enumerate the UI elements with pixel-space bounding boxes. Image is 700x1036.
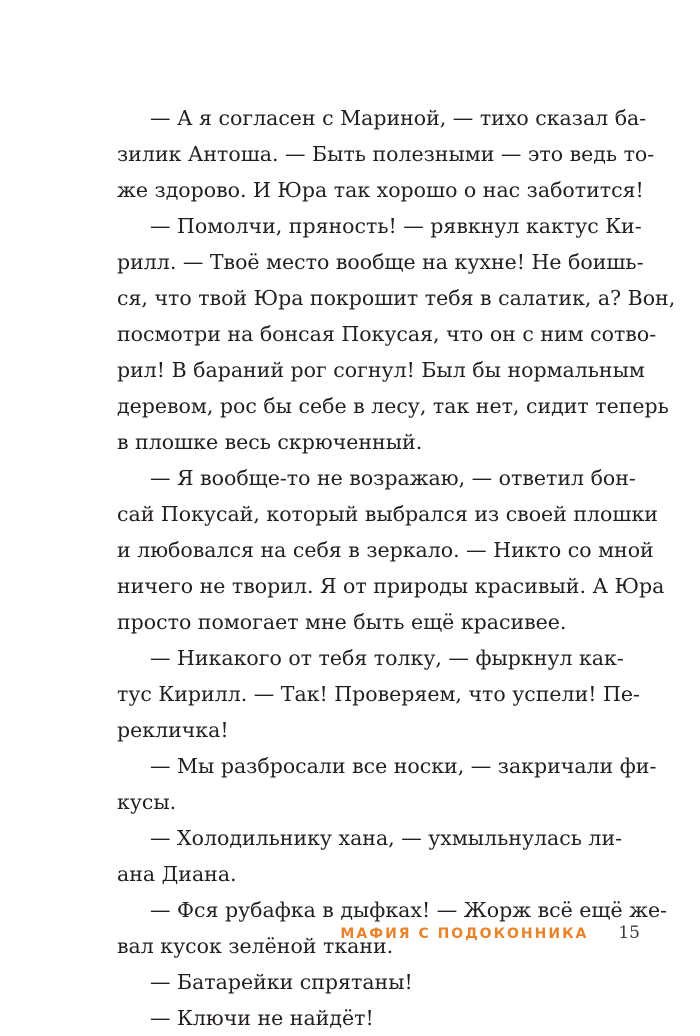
text-line: ничего не творил. Я от природы красивый. А Юра bbox=[117, 574, 665, 598]
text-line: вал кусок зелёной ткани. bbox=[117, 934, 394, 958]
text-line: рекличка! bbox=[117, 718, 229, 742]
text-line: деревом, рос бы себе в лесу, так нет, сидит теперь bbox=[117, 394, 669, 418]
text-line: посмотри на бонсая Покусая, что он с ним сотво- bbox=[117, 322, 657, 346]
running-title: МАФИЯ С ПОДОКОННИКА bbox=[340, 926, 589, 942]
text-line: рилл. — Твоё место вообще на кухне! Не боишь- bbox=[117, 250, 644, 274]
page-footer bbox=[340, 923, 640, 943]
text-line: сай Покусай, который выбрался из своей плошки bbox=[117, 502, 658, 526]
text-line: рил! В бараний рог согнул! Был бы нормальным bbox=[117, 358, 645, 382]
text-line: — Никакого от тебя толку, — фыркнул как- bbox=[150, 646, 624, 670]
page-number: 15 bbox=[618, 923, 640, 943]
text-line: — Я вообще-то не возражаю, — ответил бон- bbox=[150, 466, 636, 490]
text-line: — Ключи не найдёт! bbox=[150, 1006, 374, 1030]
text-line: зилик Антоша. — Быть полезными — это ведь то- bbox=[117, 142, 655, 166]
text-line: ана Диана. bbox=[117, 862, 237, 886]
text-line: ся, что твой Юра покрошит тебя в салатик, а? Вон, bbox=[117, 286, 676, 310]
text-line: — Мы разбросали все носки, — закричали фи- bbox=[150, 754, 657, 778]
text-line: и любовался на себя в зеркало. — Никто со мной bbox=[117, 538, 654, 562]
text-line: просто помогает мне быть ещё красивее. bbox=[117, 610, 567, 634]
text-line: — Батарейки спрятаны! bbox=[150, 970, 413, 994]
text-line: — Помолчи, пряность! — рявкнул кактус Ки- bbox=[150, 214, 642, 238]
text-line: кусы. bbox=[117, 790, 177, 814]
text-line: — А я согласен с Мариной, — тихо сказал ба- bbox=[150, 106, 647, 130]
text-line: — Фся рубафка в дыфках! — Жорж всё ещё же- bbox=[150, 898, 668, 922]
text-line: — Холодильнику хана, — ухмыльнулась ли- bbox=[150, 826, 623, 850]
text-line: же здорово. И Юра так хорошо о нас заботится! bbox=[117, 178, 644, 202]
text-line: в плошке весь скрюченный. bbox=[117, 430, 423, 454]
text-line: тус Кирилл. — Так! Проверяем, что успели! Пе- bbox=[117, 682, 640, 706]
